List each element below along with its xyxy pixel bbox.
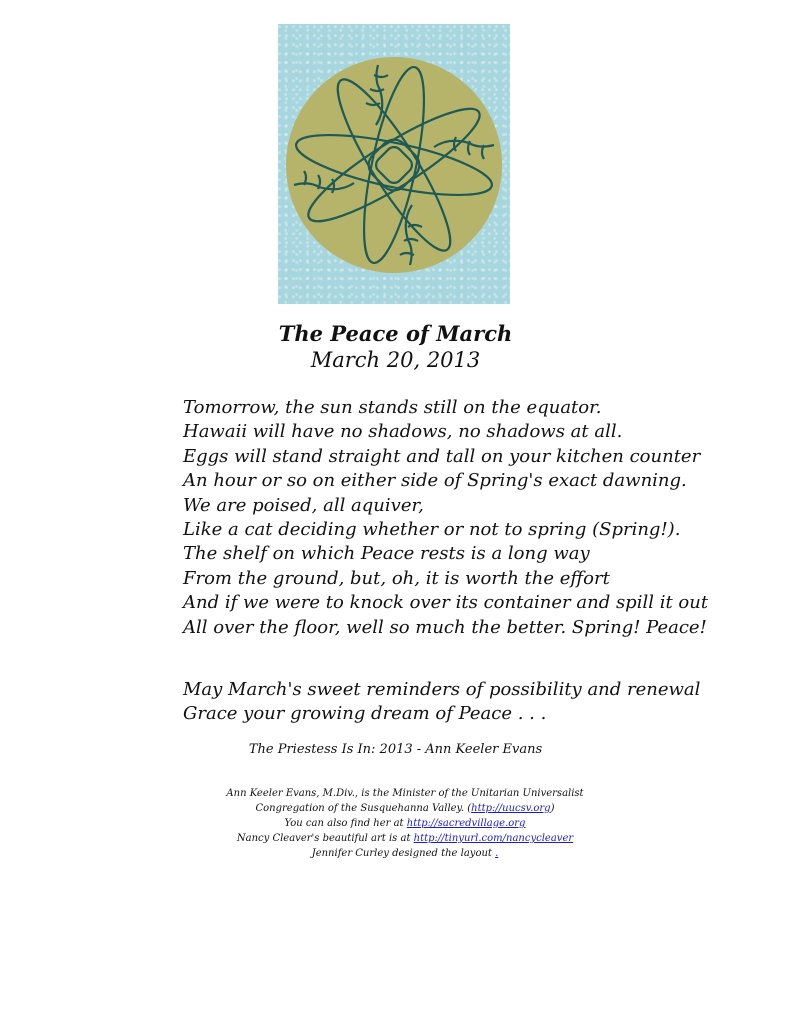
author-bio: [195, 786, 615, 861]
poem-line: Eggs will stand straight and tall on your kitchen counter: [183, 445, 701, 467]
poem-line: Tomorrow, the sun stands still on the equator.: [183, 397, 602, 418]
poem-date: March 20, 2013: [310, 348, 481, 372]
uucsv-link[interactable]: http://uucsv.org: [471, 803, 551, 814]
nancycleaver-link[interactable]: http://tinyurl.com/nancycleaver: [413, 833, 574, 844]
poem-line: Like a cat deciding whether or not to spring (Spring!).: [183, 519, 681, 541]
poem-line: The shelf on which Peace rests is a long way: [183, 543, 590, 565]
bio-line: [195, 801, 615, 816]
artwork-knot-image: [278, 24, 510, 304]
closing-line: May March's sweet reminders of possibility and renewal: [183, 679, 701, 700]
bio-line: [195, 831, 615, 846]
poem-line: And if we were to knock over its container and spill it out: [183, 592, 709, 614]
poem-line: From the ground, but, oh, it is worth the effort: [183, 567, 610, 589]
poem-title: The Peace of March: [278, 321, 513, 346]
poem-line: Hawaii will have no shadows, no shadows at all.: [183, 421, 623, 443]
poem-body: [183, 396, 763, 640]
author-credit: The Priestess Is In: 2013 - Ann Keeler Evans: [248, 742, 543, 757]
sacredvillage-link[interactable]: http://sacredvillage.org: [406, 818, 526, 829]
poem-line: All over the floor, well so much the better. Spring! Peace!: [183, 616, 707, 638]
bio-text: Jennifer Curley designed the layout: [311, 848, 496, 859]
celtic-knot-illustration: [278, 24, 510, 304]
bio-line: Ann Keeler Evans, M.Div., is the Minister of the Unitarian Universalist: [226, 788, 584, 799]
poem-closing: [183, 678, 763, 727]
bio-line: [195, 816, 615, 831]
closing-line: Grace your growing dream of Peace . . .: [183, 703, 547, 725]
layout-link[interactable]: .: [495, 848, 499, 859]
bio-text: ): [550, 803, 555, 814]
poem-line: We are poised, all aquiver,: [183, 494, 424, 516]
bio-text: Congregation of the Susquehanna Valley. (: [255, 803, 472, 814]
bio-text: Nancy Cleaver's beautiful art is at: [236, 833, 414, 844]
bio-text: You can also find her at: [284, 818, 407, 829]
bio-line: [195, 846, 615, 861]
poem-line: An hour or so on either side of Spring's exact dawning.: [183, 470, 687, 492]
